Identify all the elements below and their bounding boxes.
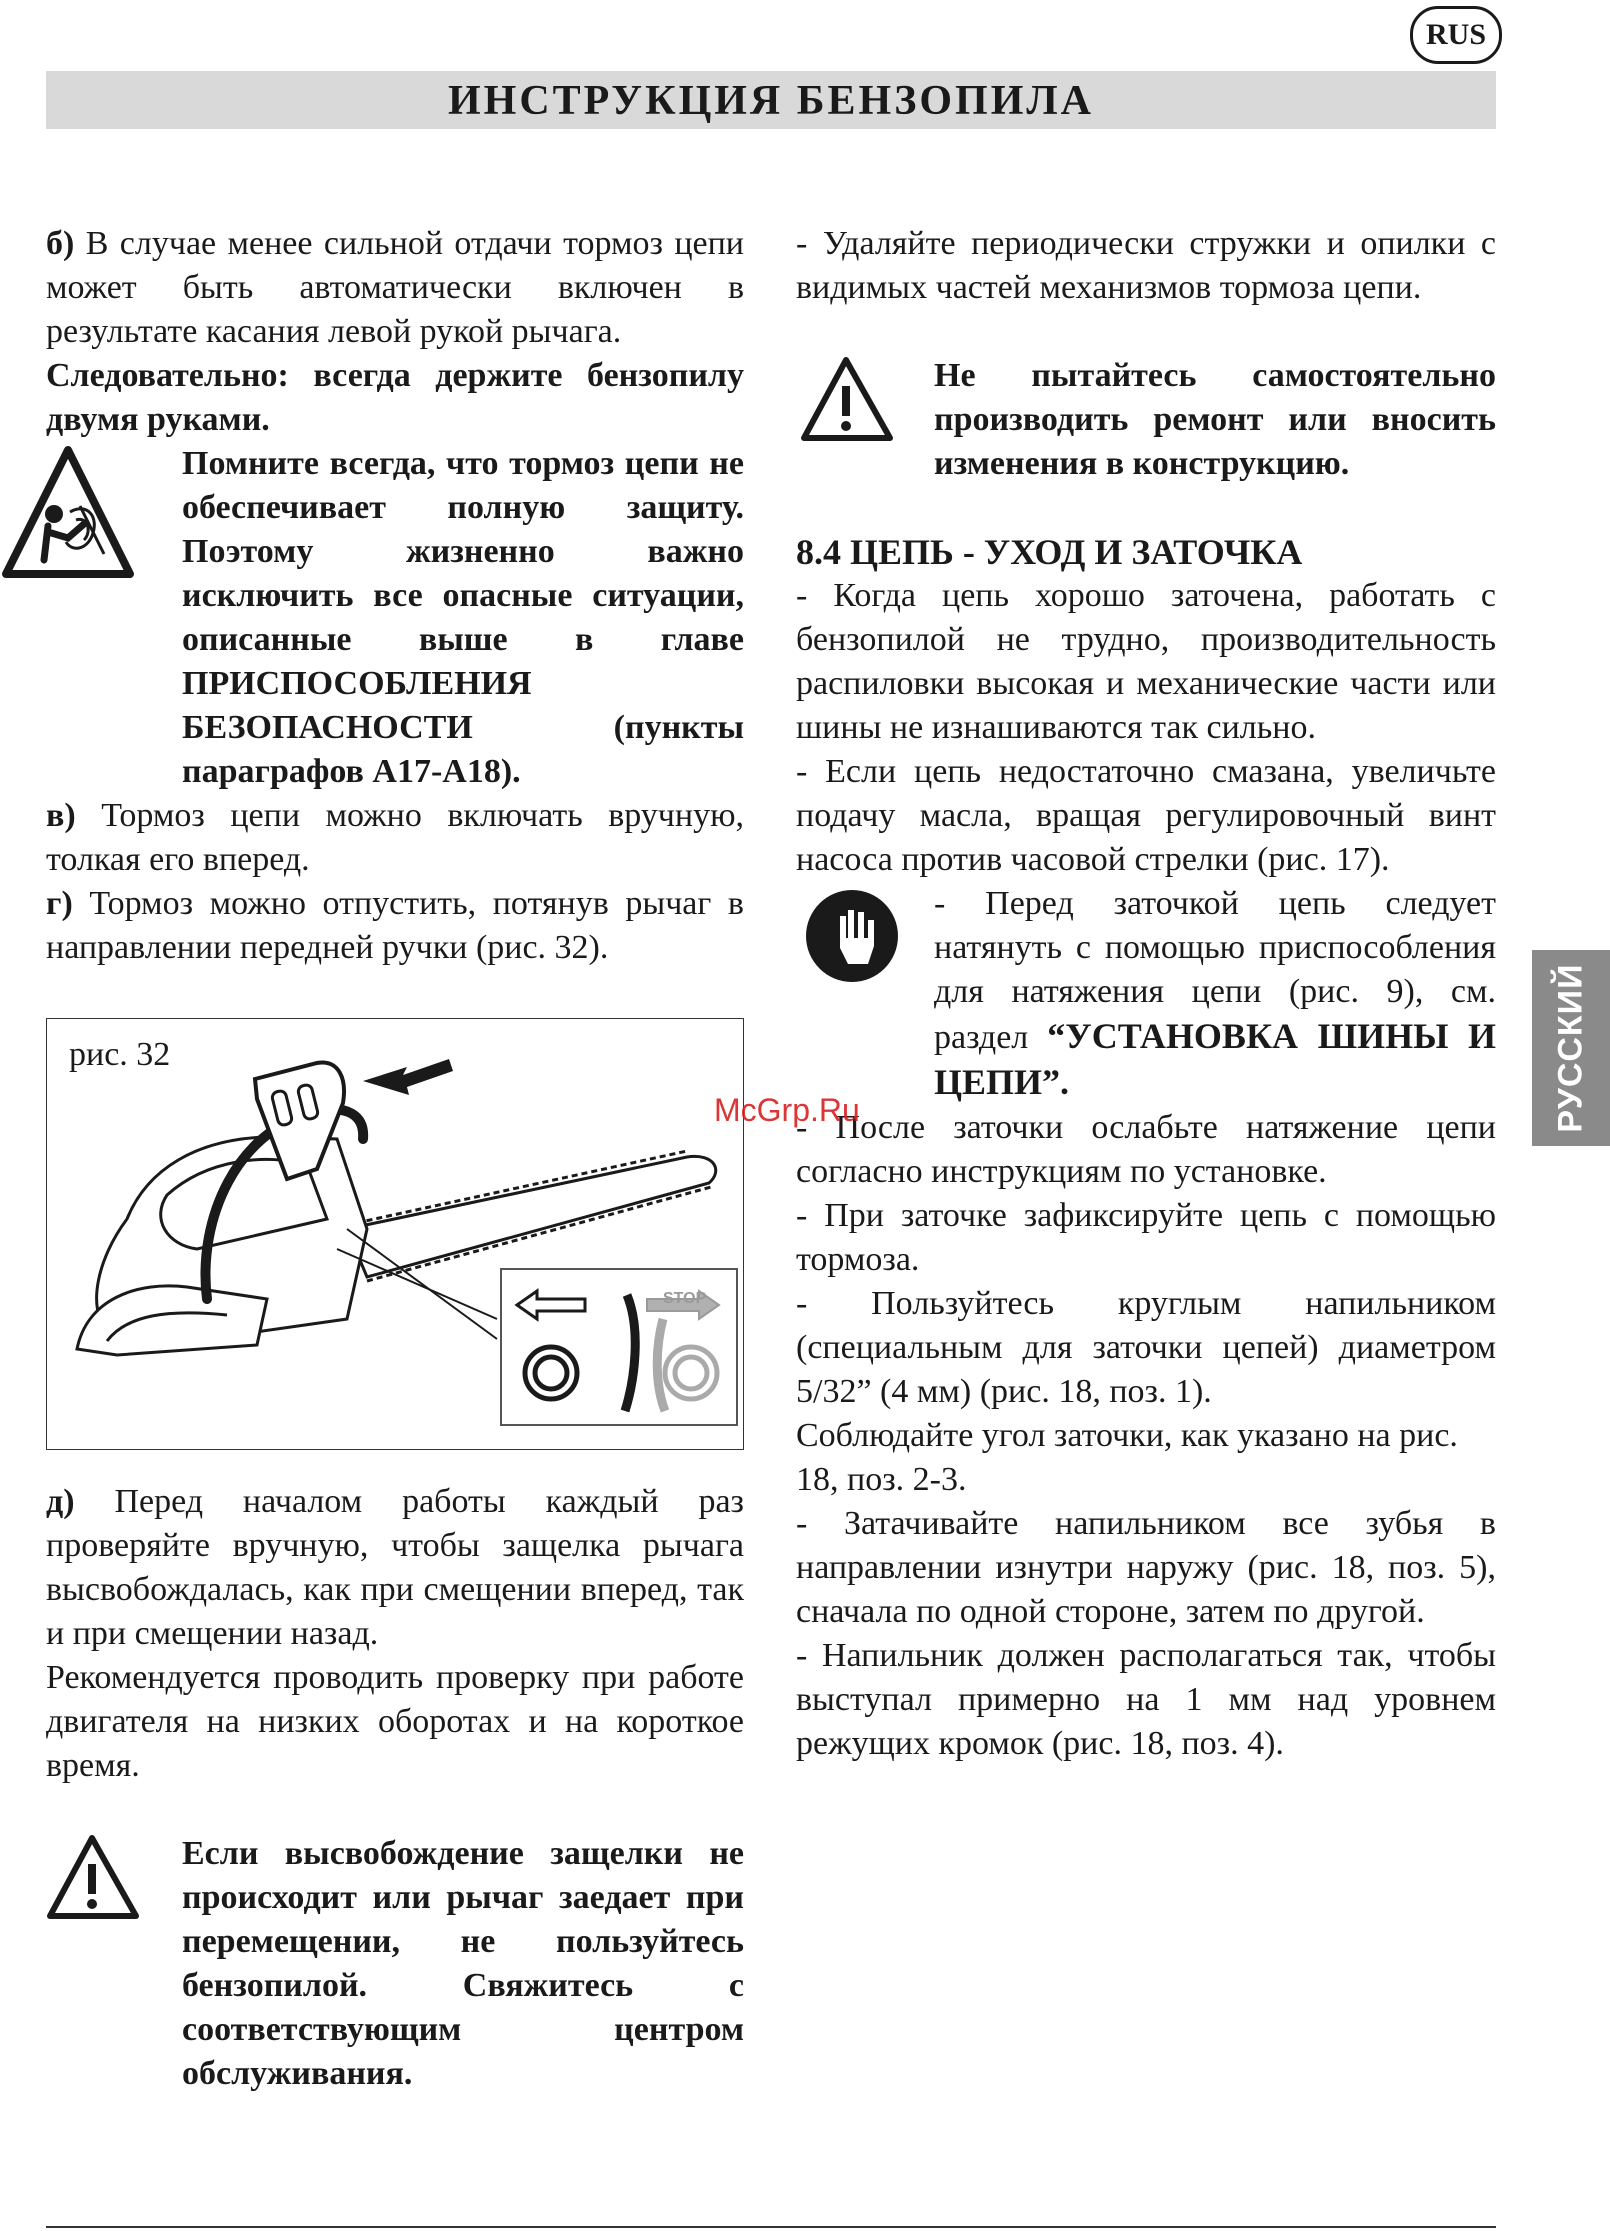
- page-title: ИНСТРУКЦИЯ БЕНЗОПИЛА: [46, 71, 1496, 129]
- figure-32: [46, 1018, 744, 1450]
- paragraph-remove-shavings: - Удаляйте периодически стружки и опилки с видимых частей механизмов тормоза цепи.: [796, 225, 1496, 306]
- paragraph-v: [46, 794, 744, 882]
- paragraph-b: [46, 222, 744, 354]
- push-direction-arrow: [363, 1059, 453, 1095]
- figure-label: рис. 32: [69, 1036, 171, 1073]
- item-label-g: г): [46, 885, 73, 922]
- latch-warning: [46, 1832, 744, 2096]
- paragraph-d-text: Перед началом работы каждый раз проверяйте вручную, чтобы защелка рычага высвобождалась, как при смещении вперед, так и при смещении назад.: [46, 1483, 744, 1652]
- language-side-tab: [1532, 950, 1610, 1146]
- watermark: McGrp.Ru: [714, 1092, 860, 1128]
- gloves-note: [796, 882, 1496, 1106]
- paragraph-oil: - Если цепь недостаточно смазана, увеличьте подачу масла, вращая регулировочный винт насоса против часовой стрелки (рис. 17).: [796, 753, 1496, 878]
- paragraph-recommend: Рекомендуется проводить проверку при работе двигателя на низких оборотах и на короткое время.: [46, 1659, 744, 1784]
- paragraph-b-text: В случае менее сильной отдачи тормоз цепи может быть автоматически включен в результате касания левой рукой рычага.: [46, 225, 744, 350]
- paragraph-round-file: - Пользуйтесь круглым напильником (специальным для заточки цепей) диаметром 5/32” (4 мм) (рис. 18, поз. 1).: [796, 1285, 1496, 1410]
- side-tab-label: РУССКИЙ: [1551, 963, 1590, 1133]
- paragraph-sharp-chain: - Когда цепь хорошо заточена, работать с бензопилой не трудно, производительность распиловки высокая и механические части или шины не изнашиваются так сильно.: [796, 577, 1496, 746]
- left-column: [46, 222, 744, 2096]
- section-reference: “УСТАНОВКА ШИНЫ И ЦЕПИ”.: [934, 1016, 1496, 1102]
- right-column: [796, 222, 1496, 1766]
- paragraph-g: [46, 882, 744, 970]
- paragraph-g-text: Тормоз можно отпустить, потянув рычаг в направлении передней ручки (рис. 32).: [46, 885, 744, 966]
- warning-triangle-icon-2: [796, 354, 934, 458]
- paragraph-file-position: - Напильник должен располагаться так, чтобы выступал примерно на 1 мм над уровнем режущих кромок (рис. 18, поз. 4).: [796, 1637, 1496, 1762]
- stop-label: STOP: [663, 1290, 707, 1307]
- item-label-b: б): [46, 225, 75, 262]
- guide-bar: [347, 1156, 716, 1277]
- paragraph-v-text: Тормоз цепи можно включать вручную, толкая его вперед.: [46, 797, 744, 878]
- paragraph-loosen: - После заточки ослабьте натяжение цепи согласно инструкциям по установке.: [796, 1109, 1496, 1190]
- paragraph-fix-chain: - При заточке зафиксируйте цепь с помощью тормоза.: [796, 1197, 1496, 1278]
- language-badge: RUS: [1410, 6, 1502, 64]
- paragraph-tension-text: - Перед заточкой цепь следует натянуть с помощью приспособления для натяжения цепи (рис. 9), см. раздел: [934, 885, 1496, 1056]
- paragraph-consequently: Следовательно: всегда держите бензопилу двумя руками.: [46, 357, 744, 438]
- paragraph-d: [46, 1480, 744, 1656]
- latch-warning-text: Если высвобождение защелки не происходит или рычаг заедает при перемещении, не пользуйтесь бензопилой. Свяжитесь с соответствующим центром обслуживания.: [182, 1835, 744, 2092]
- repair-warning: [796, 354, 1496, 486]
- repair-warning-text: Не пытайтесь самостоятельно производить ремонт или вносить изменения в конструкцию.: [934, 357, 1496, 482]
- kickback-warning-icon: [0, 442, 136, 604]
- gloves-icon: [796, 882, 934, 1008]
- paragraph-angle: Соблюдайте угол заточки, как указано на рис. 18, поз. 2-3.: [796, 1417, 1458, 1498]
- warning-triangle-icon: [46, 1832, 182, 1936]
- footer-divider: [46, 2226, 1496, 2228]
- item-label-v: в): [46, 797, 76, 834]
- kickback-warning-text: Помните всегда, что тормоз цепи не обеспечивает полную защиту. Поэтому жизненно важно исключить все опасные ситуации, описанные выше в главе ПРИСПОСОБЛЕНИЯ БЕЗОПАСНОСТИ (пункты параграфов А17-А18).: [182, 445, 744, 790]
- section-heading-8-4: 8.4 ЦЕПЬ - УХОД И ЗАТОЧКА: [796, 532, 1303, 572]
- paragraph-teeth: - Затачивайте напильником все зубья в направлении изнутри наружу (рис. 18, поз. 5), сначала по одной стороне, затем по другой.: [796, 1505, 1496, 1630]
- kickback-warning: [46, 442, 744, 794]
- paragraph-tension: [934, 882, 1496, 1106]
- item-label-d: д): [46, 1483, 75, 1520]
- chainsaw-illustration: [47, 1019, 743, 1449]
